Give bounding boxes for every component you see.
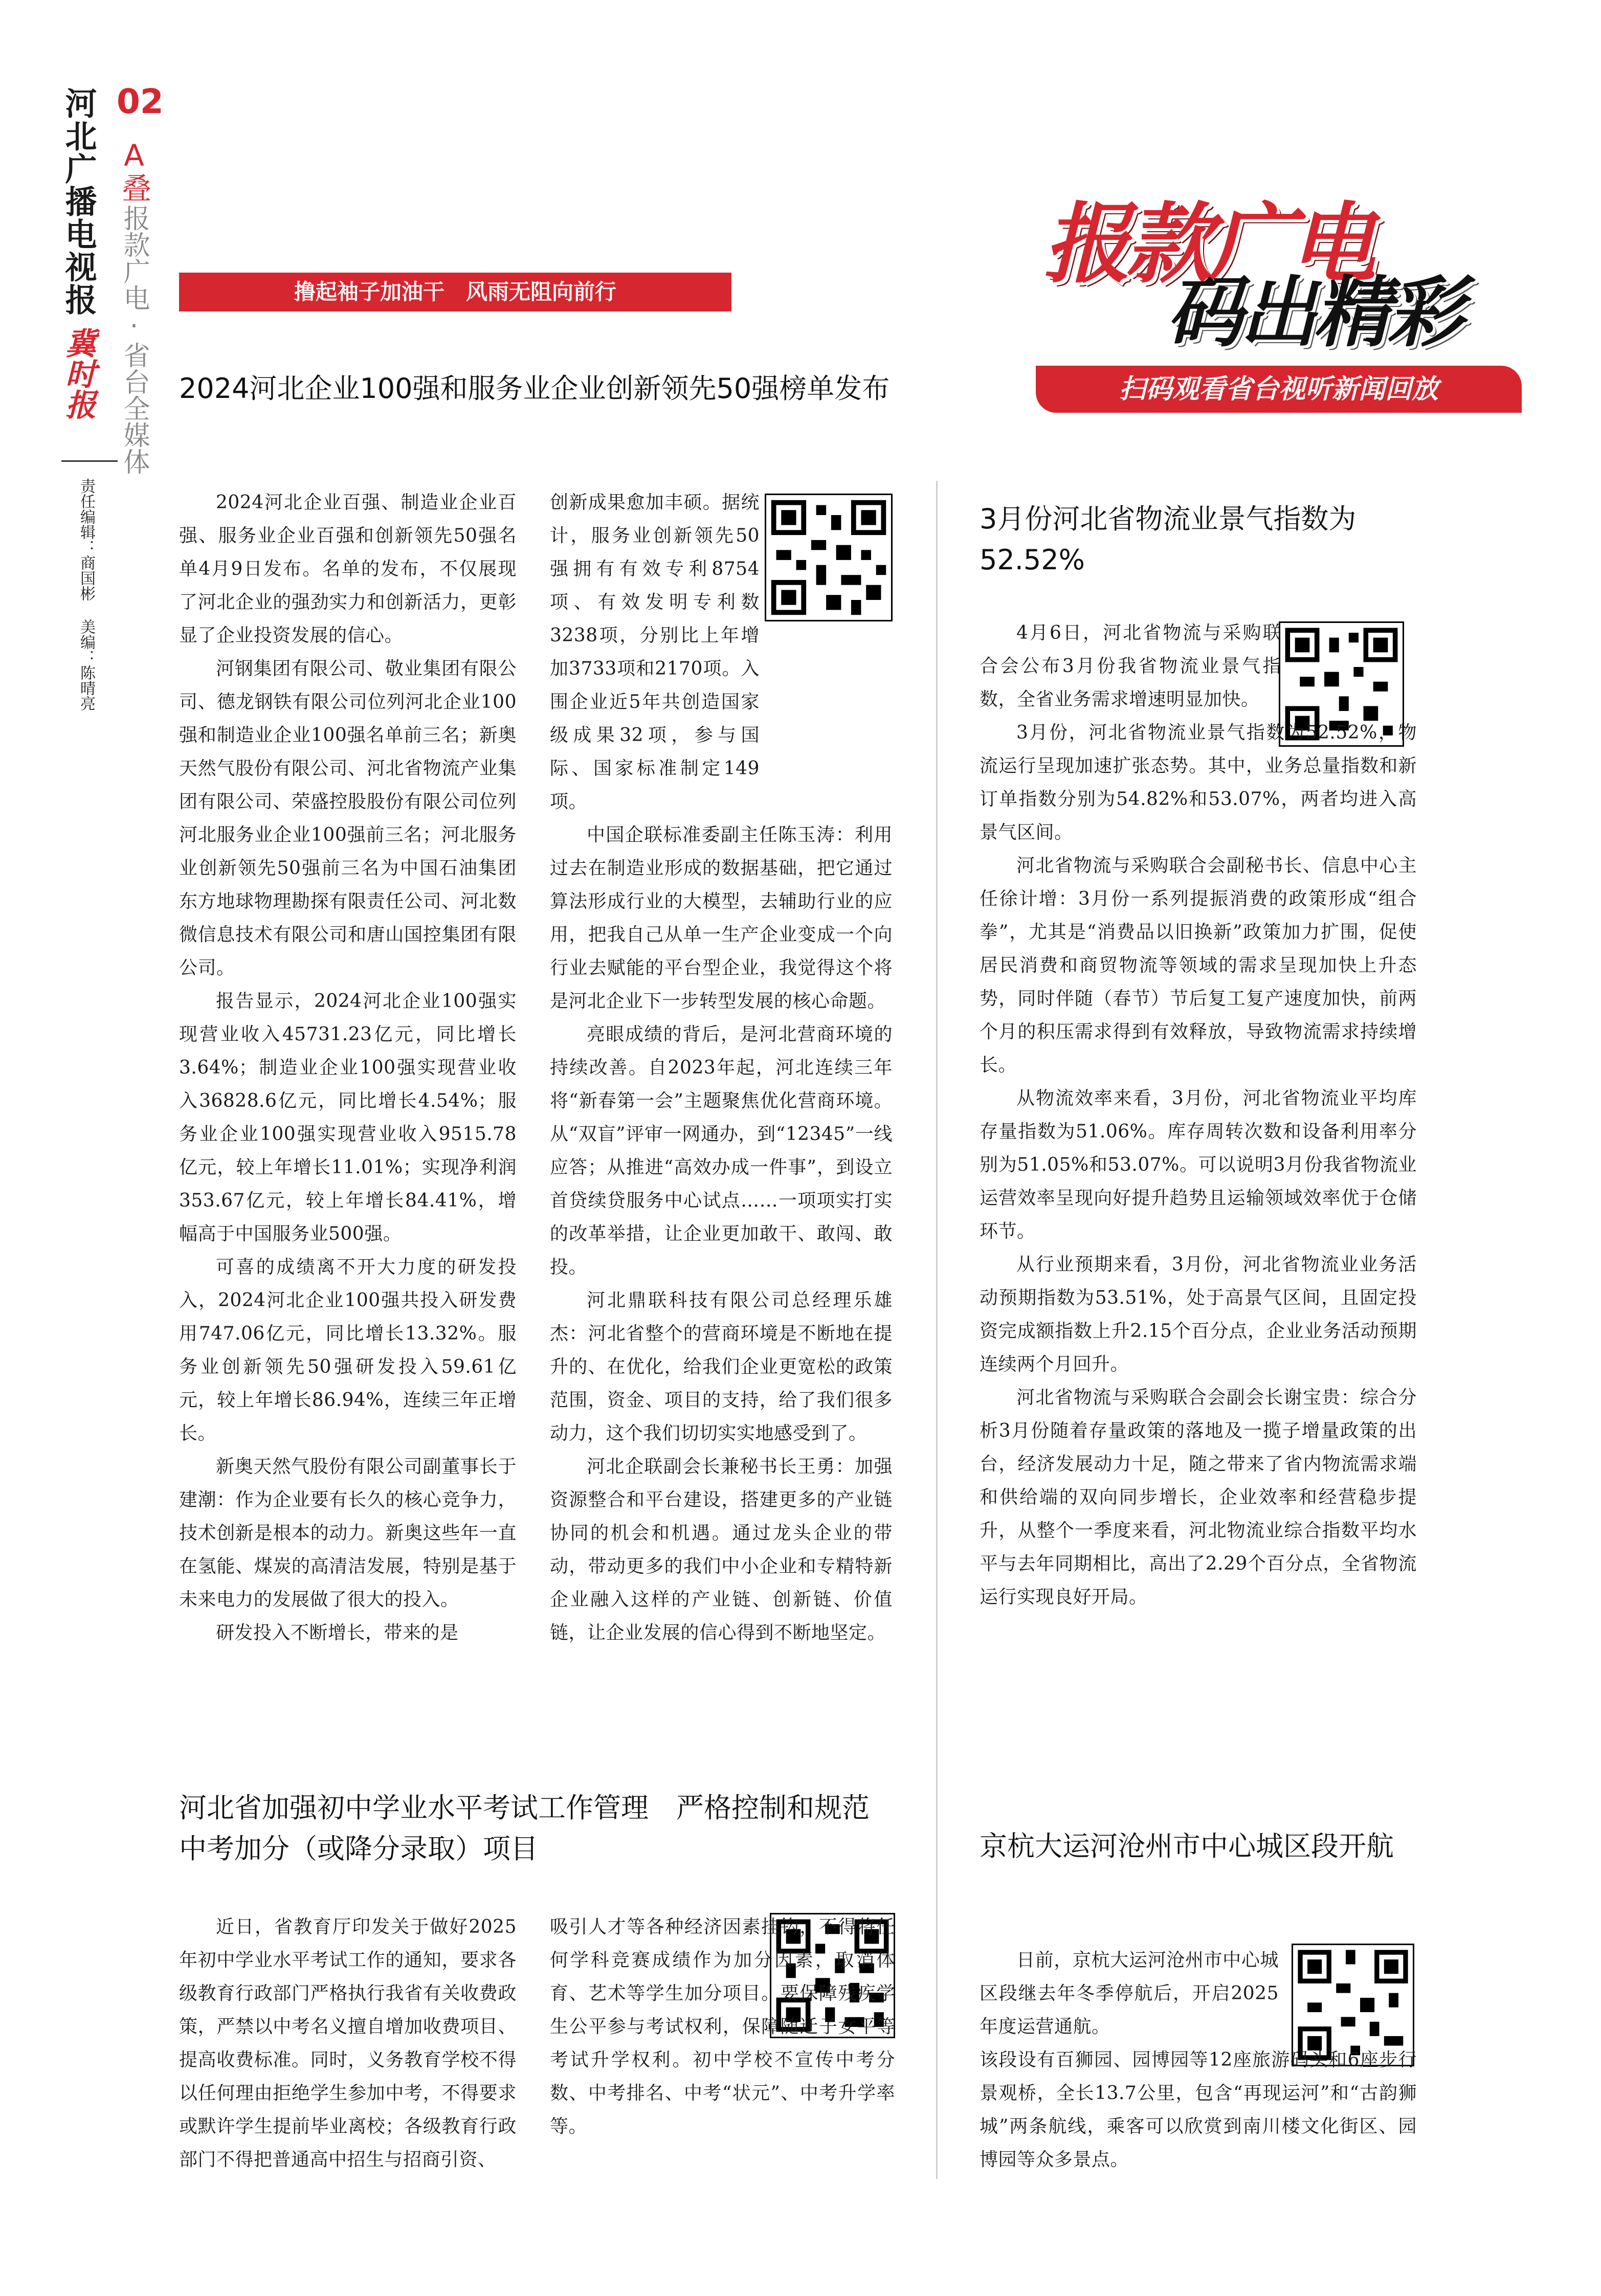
article2-col2 [550, 1910, 895, 2143]
article3-para: 从行业预期来看，3月份，河北省物流业业务活动预期指数为53.51%，处于高景气区间，且固定投资完成额指数上升2.15个百分点，企业业务活动预期连续两个月回升。 [980, 1254, 1417, 1375]
article1-para: 河北企联副会长兼秘书长王勇：加强资源整合和平台建设，搭建更多的产业链协同的机会和机遇。通过龙头企业的带动，带动更多的我们中小企业和专精特新企业融入这样的产业链、创新链、价值链，让企业发展的信心得到不断地坚定。 [550, 1456, 893, 1643]
article4-para [980, 1944, 1417, 2043]
promo-caption: 扫码观看省台视听新闻回放 [1119, 374, 1438, 405]
slogan-banner [179, 273, 731, 311]
article1-col2 [550, 486, 893, 1649]
article1-para: 亮眼成绩的背后，是河北营商环境的持续改善。自2023年起，河北连续三年将“新春第一会”主题聚焦优化营商环境。从“双盲”评审一网通办，到“12345”一线应答；从推进“高效办成一件事”，到设立首贷续贷服务中心试点……一项项实打实的改革举措，让企业更加敢干、敢闯、敢投。 [550, 1024, 893, 1278]
article1-para: 中国企联标准委副主任陈玉涛：利用过去在制造业形成的数据基础，把它通过算法形成行业的大模型，去辅助行业的应用，把我自己从单一生产企业变成一个向行业去赋能的平台型企业，我觉得这个将是河北企业下一步转型发展的核心命题。 [550, 824, 893, 1012]
paper-name: 河北广播电视报 [60, 87, 97, 316]
article2-para: 近日，省教育厅印发关于做好2025年初中学业水平考试工作的通知，要求各级教育行政部门严格执行我省有关收费政策，严禁以中考名义擅自增加收费项目、提高收费标准。同时，义务教育学校不得以任何理由拒绝学生参加中考，不得要求或默许学生提前毕业离校；各级教育行政部门不得把普通高中招生与招商引资、 [179, 1916, 517, 2170]
column-divider [936, 481, 938, 2179]
masthead-divider [61, 460, 118, 462]
article1-para: 河北鼎联科技有限公司总经理乐雄杰：河北省整个的营商环境是不断地在提升的、在优化，给我们企业更宽松的政策范围，资金、项目的支持，给了我们很多动力，这个我们切切实实地感受到了。 [550, 1290, 893, 1444]
article4-para: 该段设有百狮园、园博园等12座旅游码头和6座步行景观桥，全长13.7公里，包含“再现运河”和“古韵狮城”两条航线，乘客可以欣赏到南川楼文化街区、园博园等众多景点。 [980, 2049, 1417, 2170]
article3-para: 从物流效率来看，3月份，河北省物流业平均库存量指数为51.06%。库存周转次数和设备利用率分别为51.05%和53.07%。可以说明3月份我省物流业运营效率呈现向好提升趋势且运输领域效率优于仓储环节。 [980, 1088, 1417, 1242]
article1-para: 研发投入不断增长，带来的是 [216, 1622, 459, 1643]
article4-lead: 日前，京杭大运河沧州市中心城区段继去年冬季停航后，开启2025年度运营通航。 [980, 1950, 1279, 2037]
article1-para: 河钢集团有限公司、敬业集团有限公司、德龙钢铁有限公司位列河北企业100强和制造业企业100强名单前三名；新奥天然气股份有限公司、河北省物流产业集团有限公司、荣盛控股股份有限公司位列河北服务业企业100强前三名；河北服务业创新领先50强前三名为中国石油集团东方地球物理勘探有限责任公司、河北数微信息技术有限公司和唐山国控集团有限公司。 [179, 658, 517, 978]
article1-para: 可喜的成绩离不开大力度的研发投入，2024河北企业100强共投入研发费用747.06亿元，同比增长13.32%。服务业创新领先50强研发投入59.61亿元，较上年增长86.94%，连续三年正增长。 [179, 1257, 517, 1444]
channel-label: 报款广电·省台全媒体 [119, 205, 149, 475]
article1-title: 2024河北企业100强和服务业企业创新领先50强榜单发布 [179, 372, 890, 405]
article3-para: 河北省物流与采购联合会副会长谢宝贵：综合分析3月份随着存量政策的落地及一揽子增量政策的出台，经济发展动力十足，随之带来了省内物流需求端和供给端的双向同步增长，企业效率和经营稳步提升，从整个一季度来看，河北物流业综合指数平均水平与去年同期相比，高出了2.29个百分点，全省物流运行实现良好开局。 [980, 1387, 1417, 1608]
promo-caption-bar [1036, 366, 1522, 413]
article1-para: 新奥天然气股份有限公司副董事长于建潮：作为企业要有长久的核心竞争力，技术创新是根本的动力。新奥这些年一直在氢能、煤炭的高清洁发展，特别是基于未来电力的发展做了很大的投入。 [179, 1456, 517, 1610]
article1-para: 创新成果愈加丰硕。据统计，服务业创新领先50强拥有有效专利8754项、有效发明专利数3238项，分别比上年增加3733项和2170项。入围企业近5年共创造国家级成果32项，参与国际、国家标准制定149项。 [550, 492, 760, 812]
article3-para: 4月6日，河北省物流与采购联合会公布3月份我省物流业景气指数，全省业务需求增速明显加快。 [980, 622, 1281, 710]
article4-body [980, 1944, 1417, 2176]
editors-credit: 责任编辑：商国彬 美编：陈晴亮 [77, 478, 95, 711]
article3-body [980, 616, 1417, 1614]
section-label: A叠 [117, 138, 151, 203]
promo-line2: 码出精彩 [1166, 269, 1461, 358]
article3-para: 河北省物流与采购联合会副秘书长、信息中心主任徐计增：3月份一系列提振消费的政策形成“组合拳”，尤其是“消费品以旧换新”政策加力扩围，促使居民消费和商贸物流等领域的需求呈现加快上升态势，同时伴随（春节）节后复工复产速度加快，前两个月的积压需求得到有效释放，导致物流需求持续增长。 [980, 855, 1417, 1076]
article4-title: 京杭大运河沧州市中心城区段开航 [980, 1830, 1394, 1862]
page-number: 02 [117, 82, 164, 121]
article1-para: 报告显示，2024河北企业100强实现营业收入45731.23亿元，同比增长3.64%；制造业企业100强实现营业收入36828.6亿元，同比增长4.54%；服务业企业100强实现营业收入9515.78亿元，较上年增长11.01%；实现净利润353.67亿元，较上年增长84.41%，增幅高于中国服务业500强。 [179, 991, 517, 1244]
article2-col1 [179, 1910, 517, 2176]
article1-col1 [179, 486, 517, 1649]
promo-line1: 报款广电 [1043, 194, 1371, 295]
article2-para: 吸引人才等各种经济因素挂钩，不得将任何学科竞赛成绩作为加分因素，取消体育、艺术等学生加分项目。要保障残疾学生公平参与考试权利，保障随迁子女平等考试升学权利。初中学校不宣传中考分数、中考排名、中考“状元”、中考升学率等。 [550, 1916, 895, 2137]
article3-title: 3月份河北省物流业景气指数为52.52% [980, 503, 1357, 576]
article2-title: 河北省加强初中学业水平考试工作管理 严格控制和规范中考加分（或降分录取）项目 [179, 1792, 870, 1865]
calligraphy-logo: 冀时报 [60, 327, 96, 419]
article3-para: 3月份，河北省物流业景气指数为52.52%，物流运行呈现加速扩张态势。其中，业务总量指数和新订单指数分别为54.82%和53.07%，两者均进入高景气区间。 [980, 722, 1417, 843]
slogan-text: 撸起袖子加油干 风雨无阻向前行 [294, 279, 616, 304]
promo-graphic [1033, 174, 1524, 419]
article1-para: 2024河北企业百强、制造业企业百强、服务业企业百强和创新领先50强名单4月9日发布。名单的发布，不仅展现了河北企业的强劲实力和创新活力，更彰显了企业投资发展的信心。 [179, 492, 517, 646]
